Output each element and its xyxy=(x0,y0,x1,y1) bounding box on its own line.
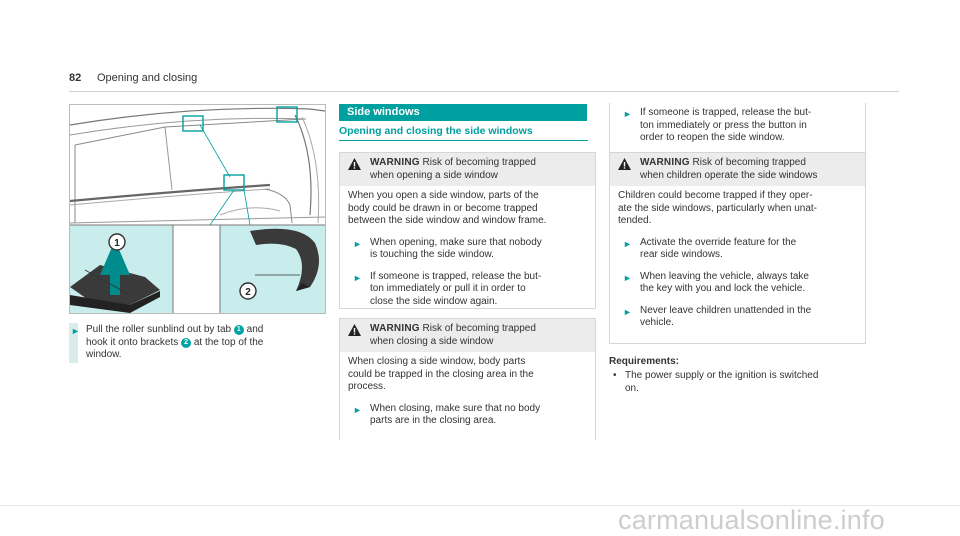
warning-triangle-icon xyxy=(618,158,631,170)
callout-badge-2: 2 xyxy=(181,338,191,348)
requirements-item: • The power supply or the ignition is switched on. xyxy=(613,370,819,394)
warning-header: WARNING Risk of becoming trapped when closing a side window xyxy=(340,319,595,352)
requirements-title: Requirements: xyxy=(609,356,680,367)
step-arrow-icon: ► xyxy=(623,306,632,317)
warning-box-opening xyxy=(339,152,596,309)
page-title: Opening and closing xyxy=(97,72,198,84)
callout-badge-1: 1 xyxy=(234,325,244,335)
sunblind-illustration xyxy=(69,104,326,314)
step-arrow-icon: ► xyxy=(353,404,362,415)
warning-header: WARNING Risk of becoming trapped when children operate the side windows xyxy=(610,153,865,186)
window-sunblind-drawing xyxy=(70,105,325,313)
step-arrow-icon: ► xyxy=(353,272,362,283)
subsection-divider xyxy=(339,140,588,141)
warning-header: WARNING Risk of becoming trapped when opening a side window xyxy=(340,153,595,186)
warning-step: ► When closing, make sure that no body parts are in the closing area. xyxy=(353,402,541,426)
subsection-title: Opening and closing the side windows xyxy=(339,125,533,137)
step-arrow-icon: ► xyxy=(353,238,362,249)
step-arrow-icon: ► xyxy=(623,272,632,283)
warning-box-children xyxy=(609,152,866,344)
figure-instruction: ► Pull the roller sunblind out by tab 1 and hook it onto brackets 2 at the top of the window. xyxy=(71,324,264,360)
warning-body xyxy=(610,103,865,149)
warning-box-closing xyxy=(339,318,596,440)
step-arrow-icon: ► xyxy=(71,326,80,336)
warning-box-closing-continued xyxy=(609,103,866,154)
step-arrow-icon: ► xyxy=(623,109,632,119)
warning-step: ► When leaving the vehicle, always take the key with you and lock the vehicle. xyxy=(623,270,809,294)
warning-triangle-icon xyxy=(348,324,361,336)
header-divider xyxy=(69,91,899,92)
warning-step: ► If someone is trapped, release the but- ton immediately or pull it in order to close the side window again. xyxy=(353,270,542,307)
warning-triangle-icon xyxy=(348,158,361,170)
bullet: • xyxy=(613,370,617,381)
warning-body: When closing a side window, body parts could be trapped in the closing area in the process. ► When closing, make sure that no body parts are in the closing area. xyxy=(340,352,595,432)
warning-step: ► If someone is trapped, release the but- ton immediately or press the button in order to reopen the side window. xyxy=(623,107,812,143)
page-number: 82 xyxy=(69,72,82,84)
warning-step: ► Never leave children unattended in the vehicle. xyxy=(623,304,812,328)
step-arrow-icon: ► xyxy=(623,238,632,249)
warning-step: ► Activate the override feature for the rear side windows. xyxy=(623,236,797,260)
warning-body: When you open a side window, parts of the body could be drawn in or become trapped between the side window and window frame. ► When opening, make sure that nobody is touching the side window. ► If someone is trapped, release the but- ton immediately or pull it in order to close the side window again. xyxy=(340,186,595,312)
callout-1: 1 xyxy=(114,238,120,249)
warning-step: ► When opening, make sure that nobody is touching the side window. xyxy=(353,236,542,260)
callout-2: 2 xyxy=(245,287,251,298)
watermark: carmanualsonline.info xyxy=(618,505,885,535)
warning-body: Children could become trapped if they oper- ate the side windows, particularly when unat- tended. ► Activate the override feature for the rear side windows. ► When leaving the vehicle, always take the key with you and lock the vehicle. ► Never leave children unattended in the vehicle. xyxy=(610,186,865,334)
section-title: Side windows xyxy=(339,104,587,121)
